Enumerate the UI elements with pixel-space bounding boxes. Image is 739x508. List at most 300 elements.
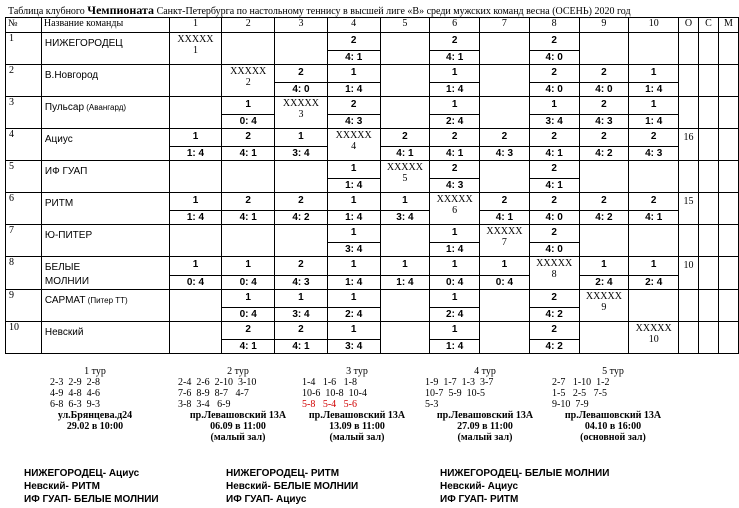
match-score: 4: 1 — [430, 50, 479, 63]
match-score: 3: 4 — [381, 210, 430, 223]
result-cell — [629, 322, 679, 354]
result-cell — [430, 129, 480, 161]
sets-cell — [699, 225, 719, 257]
result-cell — [380, 225, 430, 257]
tour-date: 29.02 в 10:00 — [66, 421, 124, 432]
match-points: 1 — [350, 324, 357, 335]
result-cell — [169, 65, 222, 97]
match-score: 4: 0 — [275, 82, 327, 95]
match-score: 4: 1 — [381, 146, 430, 159]
sets-cell — [699, 161, 719, 193]
match-score: 4: 1 — [530, 178, 579, 191]
tour-label: 1 тур — [84, 366, 106, 377]
total-points: 15 — [679, 193, 699, 225]
result-cell — [222, 257, 275, 290]
result-cell — [529, 193, 579, 225]
result-cell — [327, 193, 380, 225]
result-cell — [222, 129, 275, 161]
header-row — [6, 18, 739, 33]
tour-date: 13.09 в 11:00 — [329, 421, 385, 432]
match-points: 2 — [551, 67, 557, 78]
result-cell — [169, 33, 222, 65]
match-score: 4: 1 — [530, 146, 579, 159]
row-number: 7 — [6, 225, 42, 257]
team-name — [41, 290, 169, 322]
pairing-group — [24, 467, 159, 506]
tour-matches: 2-7 1-10 1-2 — [552, 377, 610, 388]
result-cell — [275, 257, 328, 290]
result-cell — [430, 257, 480, 290]
pairing-group — [440, 467, 609, 506]
tour-block — [50, 366, 140, 432]
title-suffix: Санкт-Петербурга по настольному теннису в высшей лиге «В» среди мужских команд весна (ОСЕНЬ) 2020 год — [154, 6, 631, 17]
total-points: 10 — [679, 257, 699, 290]
tour-block — [178, 366, 298, 443]
match-points: 2 — [245, 195, 251, 206]
result-cell — [222, 225, 275, 257]
result-cell — [629, 257, 679, 290]
match-score: 4: 2 — [275, 210, 327, 223]
result-cell — [380, 33, 430, 65]
match-score: 4: 1 — [275, 339, 327, 352]
header-col-6: 6 — [430, 18, 480, 33]
match-score: 3: 4 — [328, 339, 380, 352]
result-cell — [579, 65, 629, 97]
pairing-item: НИЖЕГОРОДЕЦ- РИТМ — [226, 468, 340, 479]
match-points: 2 — [650, 195, 657, 206]
table-row — [6, 322, 739, 354]
team-name — [41, 65, 169, 97]
header-col-1: 1 — [169, 18, 222, 33]
result-cell — [480, 65, 530, 97]
result-cell — [529, 129, 579, 161]
match-score: 1: 4 — [629, 114, 678, 127]
match-points: 2 — [298, 67, 304, 78]
result-cell — [275, 193, 328, 225]
result-cell — [380, 129, 430, 161]
match-points: 1 — [650, 259, 657, 270]
tour-matches: 6-8 6-3 9-3 — [50, 399, 100, 410]
row-number: 5 — [6, 161, 42, 193]
result-cell — [275, 290, 328, 322]
total-points — [679, 322, 699, 354]
pairing-item: Невский- РИТМ — [24, 481, 100, 492]
x-mark: ХХХХХ — [177, 34, 214, 45]
tour-matches: 3-8 3-4 6-9 — [178, 399, 231, 410]
row-number: 3 — [6, 97, 42, 129]
self-index: 2 — [245, 77, 251, 88]
header-number: № — [6, 18, 42, 33]
result-cell — [327, 129, 380, 161]
table-row — [6, 33, 739, 65]
team-name — [41, 129, 169, 161]
team-name-text: Невский — [44, 327, 84, 338]
team-note: (Питер ТТ) — [85, 296, 128, 305]
result-cell — [169, 225, 222, 257]
match-points: 2 — [451, 35, 458, 46]
result-cell — [169, 161, 222, 193]
match-points: 1 — [451, 67, 458, 78]
match-points: 1 — [650, 67, 657, 78]
team-name-text: Ациус — [44, 134, 73, 145]
sets-cell — [699, 129, 719, 161]
result-cell — [579, 322, 629, 354]
tour-venue: пр.Левашовский 13А — [308, 410, 406, 421]
sets-cell — [699, 97, 719, 129]
pairing-item: ИФ ГУАП- БЕЛЫЕ МОЛНИИ — [24, 494, 159, 505]
match-score: 2: 4 — [430, 307, 479, 320]
result-cell — [222, 193, 275, 225]
match-score: 4: 3 — [328, 114, 380, 127]
header-col-5: 5 — [380, 18, 430, 33]
match-points: 1 — [245, 292, 251, 303]
result-cell — [222, 33, 275, 65]
result-cell — [327, 290, 380, 322]
sets-cell — [699, 33, 719, 65]
sets-cell — [699, 65, 719, 97]
header-col-10: 10 — [629, 18, 679, 33]
result-cell — [480, 97, 530, 129]
table-row — [6, 97, 739, 129]
tour-matches: 9-10 7-9 — [552, 399, 589, 410]
tour-matches: 7-6 8-9 8-7 4-7 — [178, 388, 249, 399]
tour-venue: пр.Левашовский 13А — [564, 410, 662, 421]
header-col-7: 7 — [480, 18, 530, 33]
self-index: 3 — [298, 109, 304, 120]
match-points: 1 — [350, 163, 357, 174]
match-points: 1 — [501, 259, 508, 270]
match-score: 1: 4 — [430, 242, 479, 255]
header-col-9: 9 — [579, 18, 629, 33]
pairing-item: Невский- БЕЛЫЕ МОЛНИИ — [226, 481, 359, 492]
row-number: 4 — [6, 129, 42, 161]
result-cell — [579, 33, 629, 65]
match-points: 2 — [601, 67, 607, 78]
match-points: 1 — [601, 259, 607, 270]
match-score: 4: 3 — [275, 275, 327, 288]
result-cell — [629, 65, 679, 97]
match-score: 1: 4 — [328, 82, 380, 95]
match-score: 1: 4 — [328, 275, 380, 288]
self-cell-mark — [381, 162, 430, 184]
total-points — [679, 65, 699, 97]
match-score: 2: 4 — [629, 275, 678, 288]
header-col-8: 8 — [529, 18, 579, 33]
match-score: 0: 4 — [430, 275, 479, 288]
team-name-text: МОЛНИИ — [44, 276, 90, 287]
match-score: 4: 3 — [629, 146, 678, 159]
result-cell — [327, 161, 380, 193]
match-score: 1: 4 — [430, 339, 479, 352]
tour-matches: 5-8 5-4 5-6 — [302, 399, 357, 410]
match-score: 4: 2 — [580, 146, 629, 159]
tour-venue: пр.Левашовский 13А — [436, 410, 534, 421]
match-score: 0: 4 — [222, 307, 274, 320]
result-cell — [169, 97, 222, 129]
result-cell — [529, 290, 579, 322]
header-sets: С — [699, 18, 719, 33]
match-score: 4: 0 — [530, 242, 579, 255]
place-cell — [718, 65, 738, 97]
match-points: 1 — [192, 131, 199, 142]
result-cell — [430, 225, 480, 257]
match-score: 4: 2 — [530, 307, 579, 320]
match-score: 4: 3 — [430, 178, 479, 191]
match-score: 4: 1 — [328, 50, 380, 63]
team-name-text: САРМАТ — [44, 295, 86, 306]
match-points: 2 — [451, 163, 458, 174]
self-cell-mark — [480, 226, 529, 248]
result-cell — [430, 322, 480, 354]
match-score: 3: 4 — [275, 146, 327, 159]
table-row — [6, 65, 739, 97]
x-mark: ХХХХХ — [536, 258, 573, 269]
table-row — [6, 161, 739, 193]
tour-label: 2 тур — [227, 366, 249, 377]
match-score: 3: 4 — [275, 307, 327, 320]
result-cell — [579, 193, 629, 225]
result-cell — [169, 193, 222, 225]
result-cell — [169, 257, 222, 290]
result-cell — [380, 97, 430, 129]
tour-matches: 2-4 2-6 2-10 3-10 — [178, 377, 257, 388]
table-row — [6, 129, 739, 161]
result-cell — [222, 65, 275, 97]
title-emphasis: Чемпионата — [87, 3, 155, 17]
result-cell — [579, 257, 629, 290]
team-name-text: БЕЛЫЕ — [44, 262, 81, 273]
result-cell — [480, 225, 530, 257]
result-cell — [327, 65, 380, 97]
tour-venue: пр.Левашовский 13А — [189, 410, 287, 421]
team-name — [41, 97, 169, 129]
match-score: 4: 3 — [480, 146, 529, 159]
result-cell — [275, 97, 328, 129]
match-points: 2 — [402, 131, 408, 142]
match-points: 2 — [551, 163, 557, 174]
team-name-text: РИТМ — [44, 198, 74, 209]
result-cell — [275, 129, 328, 161]
match-score: 1: 4 — [381, 275, 430, 288]
header-col-2: 2 — [222, 18, 275, 33]
tour-label: 3 тур — [346, 366, 368, 377]
result-cell — [275, 65, 328, 97]
tour-block — [302, 366, 412, 443]
match-score: 1: 4 — [328, 210, 380, 223]
total-points — [679, 97, 699, 129]
result-cell — [629, 33, 679, 65]
match-points: 1 — [451, 324, 458, 335]
match-points: 2 — [350, 35, 357, 46]
tour-venue: ул.Брянцева.д24 — [57, 410, 133, 421]
match-score: 2: 4 — [580, 275, 629, 288]
result-cell — [327, 33, 380, 65]
team-note: (Авангард) — [84, 103, 127, 112]
match-score: 2: 4 — [430, 114, 479, 127]
result-cell — [480, 129, 530, 161]
match-points: 1 — [245, 99, 251, 110]
match-points: 1 — [650, 99, 657, 110]
tour-block — [552, 366, 674, 443]
result-cell — [480, 33, 530, 65]
result-cell — [169, 290, 222, 322]
x-mark: ХХХХХ — [230, 66, 267, 77]
match-points: 2 — [650, 131, 657, 142]
tour-matches: 4-9 4-8 4-6 — [50, 388, 100, 399]
row-number: 1 — [6, 33, 42, 65]
x-mark: ХХХХХ — [585, 291, 622, 302]
match-score: 4: 0 — [530, 210, 579, 223]
match-points: 2 — [601, 99, 607, 110]
page-title — [8, 3, 631, 18]
row-number: 10 — [6, 322, 42, 354]
match-score: 3: 4 — [530, 114, 579, 127]
self-index: 10 — [648, 334, 659, 345]
result-cell — [430, 193, 480, 225]
match-points: 1 — [245, 259, 251, 270]
result-cell — [169, 129, 222, 161]
team-name — [41, 225, 169, 257]
row-number: 9 — [6, 290, 42, 322]
result-cell — [327, 322, 380, 354]
team-name — [41, 322, 169, 354]
x-mark: ХХХХХ — [386, 162, 423, 173]
result-cell — [579, 97, 629, 129]
match-points: 1 — [402, 259, 408, 270]
place-cell — [718, 225, 738, 257]
match-points: 1 — [192, 259, 199, 270]
self-cell-mark — [530, 258, 579, 280]
self-index: 1 — [192, 45, 198, 56]
match-points: 2 — [245, 324, 251, 335]
match-score: 4: 1 — [629, 210, 678, 223]
match-points: 1 — [350, 259, 357, 270]
title-prefix: Таблица клубного — [8, 6, 88, 17]
place-cell — [718, 33, 738, 65]
result-cell — [430, 97, 480, 129]
team-name-text: Ю-ПИТЕР — [44, 230, 93, 241]
pairing-item: ИФ ГУАП- Ациус — [226, 494, 307, 505]
self-index: 7 — [501, 237, 507, 248]
match-points: 1 — [298, 131, 304, 142]
match-score: 4: 0 — [530, 82, 579, 95]
result-cell — [529, 97, 579, 129]
result-cell — [380, 65, 430, 97]
total-points — [679, 225, 699, 257]
match-points: 2 — [551, 195, 557, 206]
row-number: 2 — [6, 65, 42, 97]
team-name-text: НИЖЕГОРОДЕЦ — [44, 38, 123, 49]
result-cell — [629, 129, 679, 161]
match-points: 1 — [192, 195, 199, 206]
sets-cell — [699, 257, 719, 290]
self-index: 6 — [452, 205, 458, 216]
self-index: 9 — [601, 302, 607, 313]
self-cell-mark — [629, 323, 678, 345]
tour-block — [425, 366, 545, 443]
result-cell — [430, 33, 480, 65]
match-points: 2 — [551, 227, 557, 238]
result-cell — [579, 129, 629, 161]
result-cell — [629, 97, 679, 129]
match-points: 2 — [551, 131, 557, 142]
team-name-text: В.Новгород — [44, 70, 99, 81]
result-cell — [380, 193, 430, 225]
pairing-item: НИЖЕГОРОДЕЦ- Ациус — [24, 468, 140, 479]
match-score: 4: 1 — [222, 339, 274, 352]
self-index: 4 — [351, 141, 357, 152]
table-row — [6, 290, 739, 322]
result-cell — [222, 290, 275, 322]
self-cell-mark — [430, 194, 479, 216]
tour-date: 04.10 в 16:00 — [584, 421, 642, 432]
match-points: 2 — [298, 259, 304, 270]
team-name — [41, 161, 169, 193]
standings-table — [5, 17, 739, 354]
place-cell — [718, 193, 738, 225]
match-score: 0: 4 — [222, 114, 274, 127]
match-score: 1: 4 — [430, 82, 479, 95]
match-score: 4: 1 — [222, 210, 274, 223]
place-cell — [718, 129, 738, 161]
table-row — [6, 257, 739, 290]
team-name — [41, 257, 169, 290]
match-points: 2 — [501, 195, 508, 206]
result-cell — [529, 65, 579, 97]
x-mark: ХХХХХ — [335, 130, 372, 141]
match-score: 3: 4 — [328, 242, 380, 255]
tour-date: 27.09 в 11:00 — [457, 421, 513, 432]
result-cell — [529, 257, 579, 290]
result-cell — [529, 161, 579, 193]
x-mark: ХХХХХ — [635, 323, 672, 334]
x-mark: ХХХХХ — [282, 98, 319, 109]
match-points: 1 — [298, 292, 304, 303]
self-cell-mark — [580, 291, 629, 313]
match-score: 1: 4 — [170, 210, 222, 223]
pairing-item: НИЖЕГОРОДЕЦ- БЕЛЫЕ МОЛНИИ — [440, 468, 610, 479]
match-points: 1 — [451, 259, 458, 270]
result-cell — [579, 290, 629, 322]
x-mark: ХХХХХ — [436, 194, 473, 205]
match-score: 4: 1 — [480, 210, 529, 223]
result-cell — [529, 322, 579, 354]
tour-matches: 1-5 2-5 7-5 — [552, 388, 607, 399]
match-score: 4: 1 — [430, 146, 479, 159]
match-points: 1 — [350, 67, 357, 78]
header-col-3: 3 — [275, 18, 328, 33]
match-points: 2 — [298, 195, 304, 206]
self-index: 8 — [551, 269, 557, 280]
result-cell — [327, 257, 380, 290]
total-points: 16 — [679, 129, 699, 161]
table-row — [6, 193, 739, 225]
match-score: 4: 2 — [580, 210, 629, 223]
tour-label: 5 тур — [602, 366, 624, 377]
result-cell — [529, 225, 579, 257]
team-name — [41, 193, 169, 225]
match-points: 2 — [551, 292, 557, 303]
result-cell — [480, 257, 530, 290]
result-cell — [275, 322, 328, 354]
result-cell — [327, 97, 380, 129]
match-score: 1: 4 — [170, 146, 222, 159]
result-cell — [480, 290, 530, 322]
self-index: 5 — [402, 173, 408, 184]
match-score: 4: 3 — [580, 114, 629, 127]
match-score: 0: 4 — [222, 275, 274, 288]
self-cell-mark — [328, 130, 380, 152]
